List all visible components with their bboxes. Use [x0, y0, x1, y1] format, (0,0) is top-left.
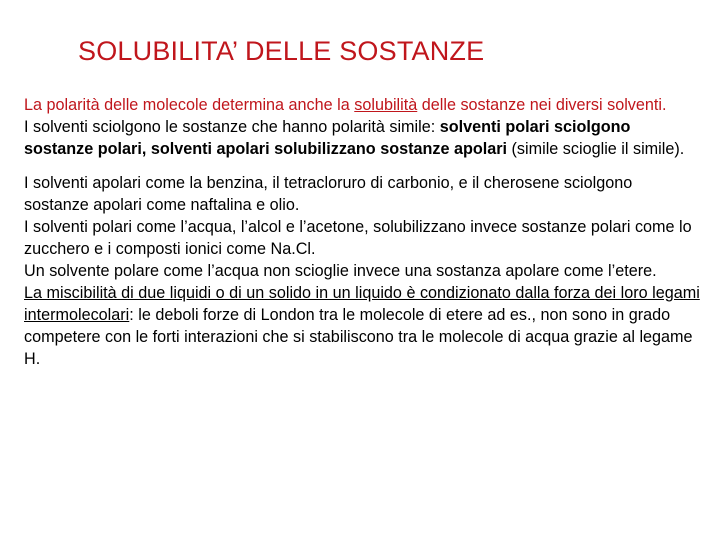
- solubility-term: solubilità: [354, 96, 418, 114]
- paragraph-gap: [24, 160, 700, 172]
- miscibility-statement: La miscibilità di due liquidi o di un solido in un liquido è condizionato dalla forza dei loro legami intermolecolari: [24, 284, 700, 324]
- similar-text-start: I solventi sciolgono le sostanze che hanno polarità simile:: [24, 118, 440, 136]
- miscibility-paragraph: [24, 282, 700, 370]
- similar-rule: solventi polari sciolgono sostanze polari, solventi apolari solubilizzano sostanze apolari: [24, 118, 631, 158]
- apolar-solvents-paragraph: I solventi apolari come la benzina, il tetracloruro di carbonio, e il cherosene sciolgono sostanze apolari come naftalina e olio.: [24, 174, 633, 214]
- similar-text-end: (simile scioglie il simile).: [507, 140, 685, 158]
- similar-paragraph: [24, 116, 700, 160]
- slide-title: SOLUBILITA’ DELLE SOSTANZE: [78, 36, 485, 66]
- slide-body: [24, 94, 700, 370]
- intro-paragraph: [24, 94, 700, 116]
- miscibility-explanation: : le deboli forze di London tra le molecole di etere ad es., non sono in grado competere con le forti interazioni che si stabiliscono tra le molecole di acqua grazie al legame H.: [24, 306, 693, 368]
- water-ether-paragraph: Un solvente polare come l’acqua non scioglie invece una sostanza apolare come l’etere.: [24, 262, 657, 280]
- polar-solvents-paragraph: I solventi polari come l’acqua, l’alcol e l’acetone, solubilizzano invece sostanze polari come lo zucchero e i composti ionici come Na.Cl.: [24, 218, 692, 258]
- intro-text-start: La polarità delle molecole determina anche la: [24, 96, 355, 114]
- intro-text-end: delle sostanze nei diversi solventi.: [417, 96, 667, 114]
